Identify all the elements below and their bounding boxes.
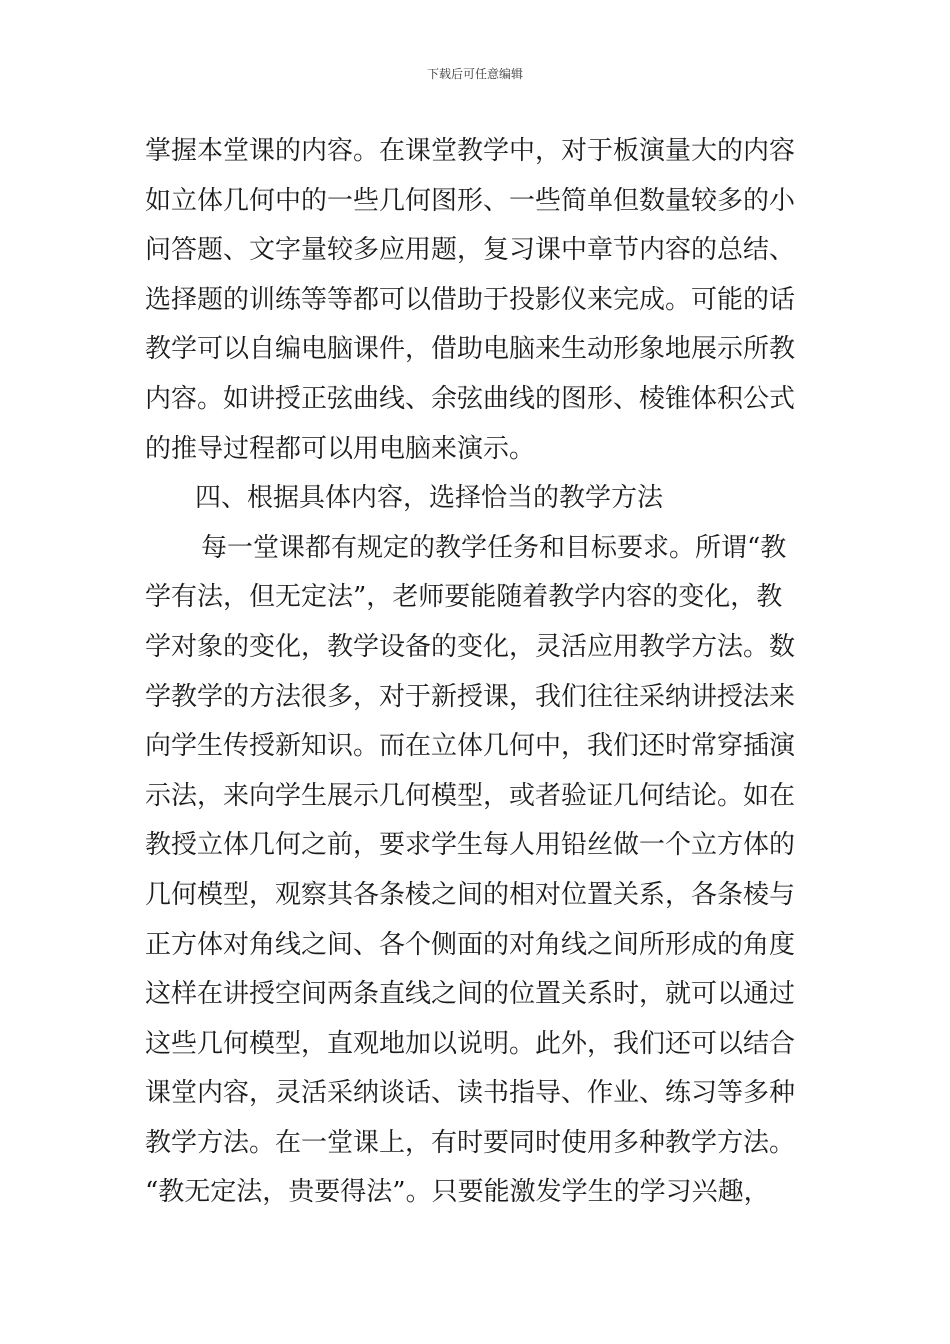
text-line: 向学生传授新知识。而在立体几何中，我们还时常穿插演 <box>145 731 796 762</box>
text-line: 正方体对角线之间、各个侧面的对角线之间所形成的角度 <box>145 929 796 960</box>
text-line: 课堂内容，灵活采纳谈话、读书指导、作业、练习等多种 <box>145 1078 796 1109</box>
text-line: 的推导过程都可以用电脑来演示。 <box>145 433 536 464</box>
text-line: 这些几何模型，直观地加以说明。此外，我们还可以结合 <box>145 1028 796 1059</box>
text-line: 学有法，但无定法”，老师要能随着教学内容的变化，教 <box>145 582 783 613</box>
text-line: 几何模型，观察其各条棱之间的相对位置关系，各条棱与 <box>145 879 796 910</box>
text-line: 四、根据具体内容，选择恰当的教学方法 <box>195 483 664 514</box>
text-line: 这样在讲授空间两条直线之间的位置关系时，就可以通过 <box>145 979 796 1010</box>
text-line: 示法，来向学生展示几何模型，或者验证几何结论。如在 <box>145 780 796 811</box>
text-line: 教授立体几何之前，要求学生每人用铅丝做一个立方体的 <box>145 830 796 861</box>
text-line: 掌握本堂课的内容。在课堂教学中，对于板演量大的内容 <box>145 136 796 166</box>
text-line: 问答题、文字量较多应用题，复习课中章节内容的总结、 <box>145 235 796 266</box>
text-line: 学对象的变化，教学设备的变化，灵活应用教学方法。数 <box>145 631 796 662</box>
document-body <box>145 127 807 1218</box>
text-line: 学教学的方法很多，对于新授课，我们往往采纳讲授法来 <box>145 681 796 712</box>
text-line: 教学可以自编电脑课件，借助电脑来生动形象地展示所教 <box>145 334 796 365</box>
text-line: 如立体几何中的一些几何图形、一些简单但数量较多的小 <box>145 185 796 216</box>
page-header: 下载后可任意编辑 <box>426 67 523 81</box>
text-line: 选择题的训练等等都可以借助于投影仪来完成。可能的话 <box>145 284 796 315</box>
text-line: 内容。如讲授正弦曲线、余弦曲线的图形、棱锥体积公式 <box>145 383 796 414</box>
text-line: 每一堂课都有规定的教学任务和目标要求。所谓“教 <box>201 532 787 563</box>
text-line: 教学方法。在一堂课上，有时要同时使用多种教学方法。 <box>145 1127 796 1158</box>
text-line: “教无定法，贵要得法”。只要能激发学生的学习兴趣， <box>145 1177 770 1208</box>
